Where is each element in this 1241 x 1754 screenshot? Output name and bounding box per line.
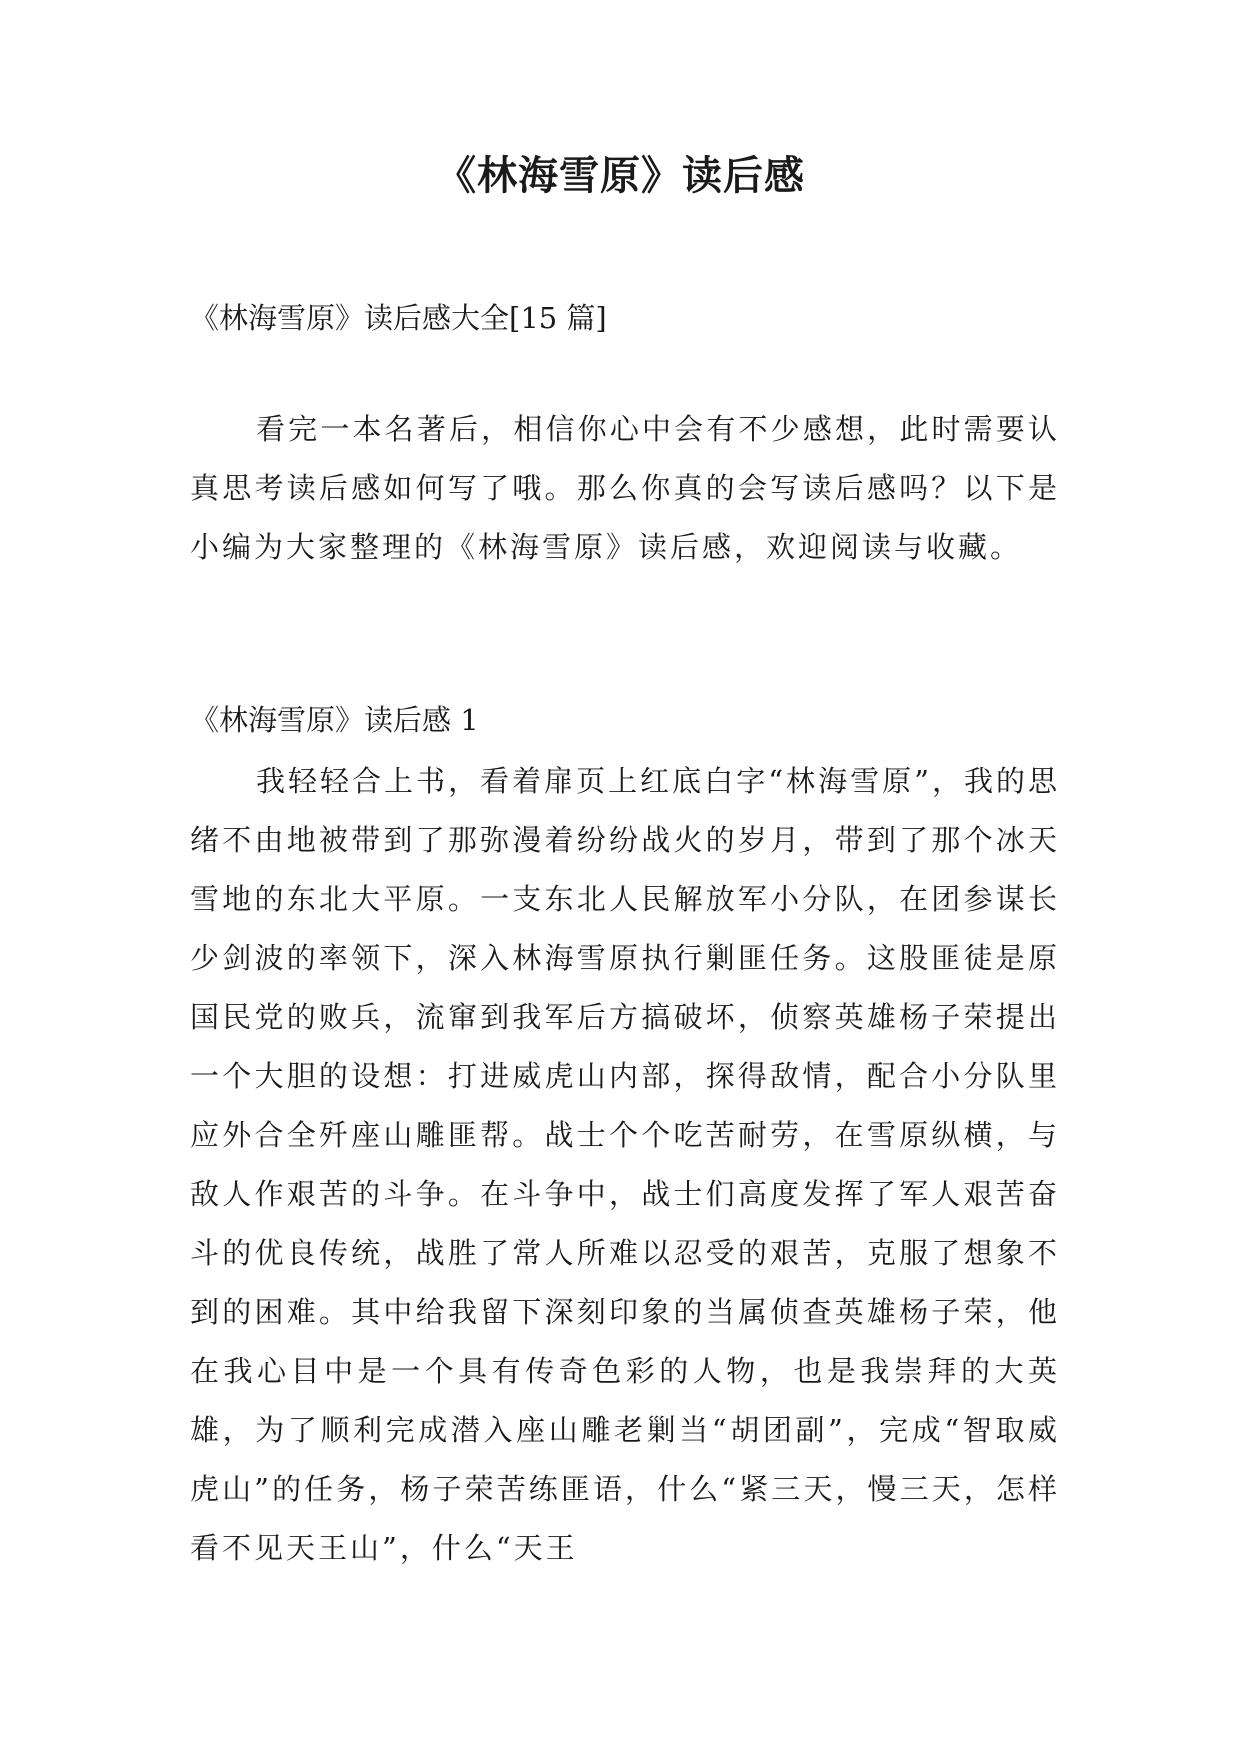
section-body: 我轻轻合上书，看着扉页上红底白字“林海雪原”，我的思绪不由地被带到了那弥漫着纷纷战火的岁月，带到了那个冰天雪地的东北大平原。一支东北人民解放军小分队，在团参谋长少剑波的率领下，深入林海雪原执行剿匪任务。这股匪徒是原国民党的败兵，流窜到我军后方搞破坏，侦察英雄杨子荣提出一个大胆的设想：打进威虎山内部，探得敌情，配合小分队里应外合全歼座山雕匪帮。战士个个吃苦耐劳，在雪原纵横，与敌人作艰苦的斗争。在斗争中，战士们高度发挥了军人艰苦奋斗的优良传统，战胜了常人所难以忍受的艰苦，克服了想象不到的困难。其中给我留下深刻印象的当属侦查英雄杨子荣，他在我心目中是一个具有传奇色彩的人物，也是我崇拜的大英雄，为了顺利完成潜入座山雕老剿当“胡团副”，完成“智取威虎山”的任务，杨子荣苦练匪语，什么“紧三天，慢三天，怎样看不见天王山”，什么“天王 [190, 764, 1060, 1565]
section-heading: 《林海雪原》读后感 1 [190, 703, 479, 737]
intro-paragraph: 看完一本名著后，相信你心中会有不少感想，此时需要认真思考读后感如何写了哦。那么你真的会写读后感吗？以下是小编为大家整理的《林海雪原》读后感，欢迎阅读与收藏。 [190, 412, 1060, 564]
document-title: 《林海雪原》读后感 [436, 153, 805, 199]
document-subtitle: 《林海雪原》读后感大全[15 篇] [190, 301, 607, 335]
